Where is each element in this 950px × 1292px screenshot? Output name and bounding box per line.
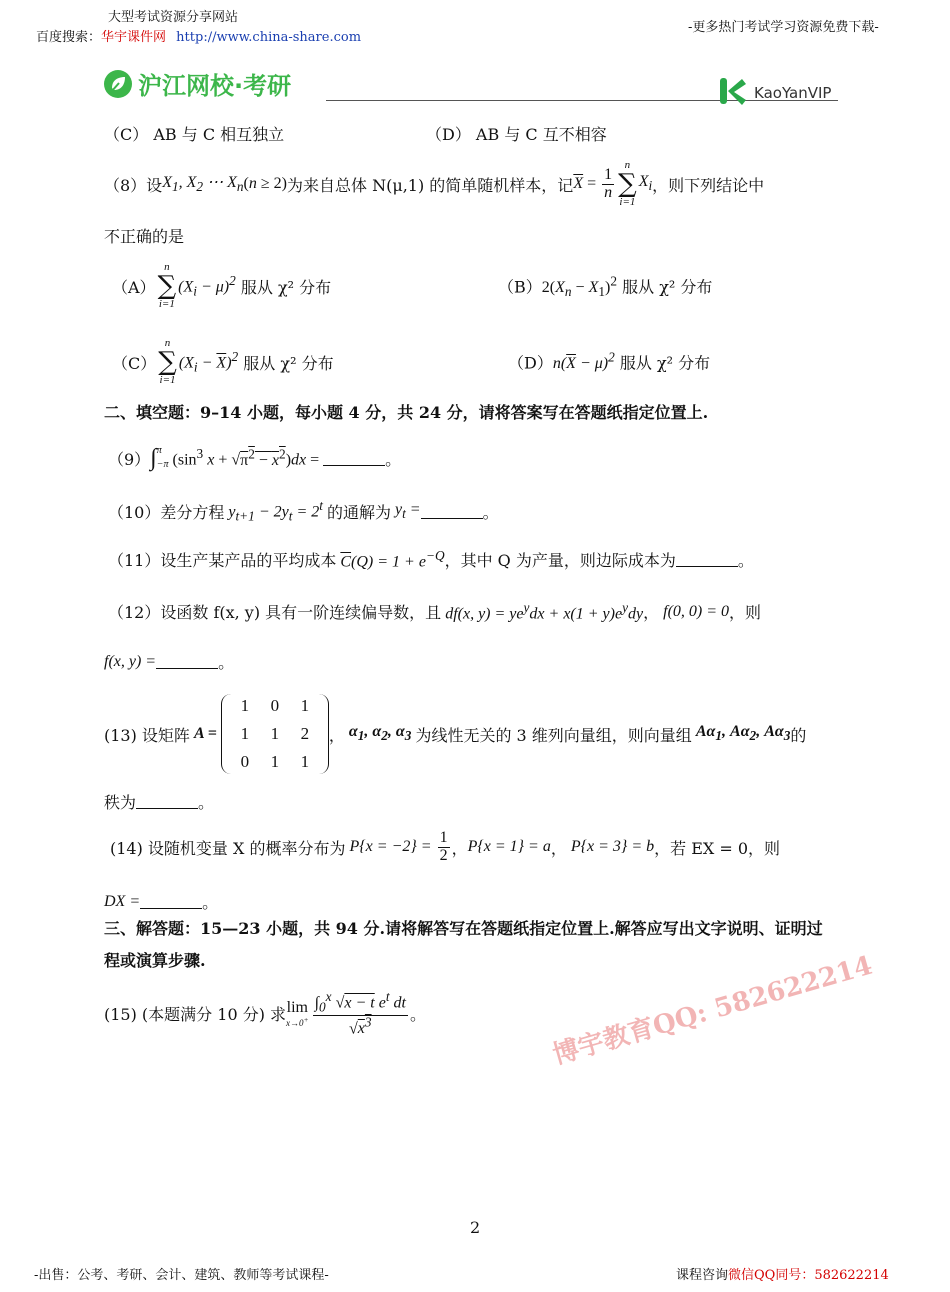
q8-lead: （8）设 — [104, 175, 163, 195]
matrix-cell: 1 — [300, 752, 310, 771]
q12-tail: ，则 — [729, 603, 762, 623]
q9-blank[interactable] — [323, 451, 385, 466]
q12-blank[interactable] — [156, 654, 218, 669]
k-icon — [718, 76, 748, 110]
q10: （10）差分方程 $y_{t+1} - 2y_t = 2^t$ 的通解为 $y_t$ = 。 — [108, 498, 499, 524]
header-right-text: -更多热门考试学习资源免费下载- — [688, 20, 879, 35]
q15-label: (15) (本题满分 10 分) 求 — [104, 1005, 287, 1025]
q7-option-d: （D） AB 与 C 互不相容 — [426, 125, 607, 144]
q13-matrix — [221, 694, 329, 774]
q13: (13) 设矩阵 A = 1 0 1 1 1 2 0 1 1 ， $\alpha_1$, $\alpha_2$, $\alpha_3$ 为线性无关的 3 维列向量组，则向量组 $A\alpha_1$, $A\alpha_2$, $A\alpha_3$ 的 — [104, 694, 806, 774]
q14-blank[interactable] — [140, 894, 202, 909]
q7-option-c: （C） AB 与 C 相互独立 — [104, 125, 285, 144]
q14-tail: ，若 EX = 0，则 — [654, 838, 781, 858]
footer-left: -出售：公考、考研、会计、建筑、教师等考试课程- — [34, 1268, 329, 1283]
q9: （9） ∫ π −π ($\sin^3$ $x + √\pi^2 - x^2)dx$ = 。 — [108, 444, 402, 471]
footer-right-prefix: 课程咨询 — [676, 1268, 729, 1283]
q10-label: （10）差分方程 — [108, 502, 225, 522]
matrix-cell: 2 — [300, 724, 310, 743]
q8-opt-d-text: 服从 χ² 分布 — [619, 353, 711, 373]
kaoyanvip-logo — [718, 76, 831, 110]
search-url[interactable]: http://www.china-share.com — [176, 30, 362, 45]
matrix-cell: 1 — [270, 724, 280, 743]
q8-mid: 为来自总体 N(μ,1) 的简单随机样本，记 — [286, 175, 574, 195]
section3-line1: 三、解答题：15—23 小题，共 94 分.请将解答写在答题纸指定位置上.解答应写出文字说明、证明过 — [104, 919, 823, 938]
leaf-icon — [104, 70, 132, 98]
matrix-cell: 0 — [270, 696, 280, 715]
q12-label: （12）设函数 f(x, y) 具有一阶连续偏导数，且 — [108, 603, 442, 623]
logo-left-text: 沪江网校·考研 — [138, 72, 292, 100]
q10-tail: 的通解为 — [326, 502, 391, 522]
section3-line2: 程或演算步骤. — [104, 951, 206, 970]
q13-label: (13) 设矩阵 — [104, 725, 190, 745]
q15: (15) (本题满分 10 分) 求 lim x→0+ $\frac{\int_0^x √x - t e^t dt}{√x^3}$ 。 — [104, 989, 426, 1037]
footer-right — [676, 1264, 889, 1283]
hujiang-logo — [104, 66, 291, 101]
q13-line2-text: 秩为 — [104, 793, 137, 812]
matrix-cell: 1 — [300, 696, 310, 715]
q11: （11）设生产某产品的平均成本 $\overline{C}(Q) = 1 + e^{-Q}$ ，其中 Q 为产量，则边际成本为 。 — [108, 548, 754, 571]
q8-option-a: （A） n ∑ i=1 $(X_i - \mu)^2$ 服从 χ² 分布 — [112, 261, 332, 310]
header-search — [36, 26, 361, 45]
q13-line2: 秩为 。 — [104, 790, 214, 813]
q11-blank[interactable] — [676, 552, 738, 567]
search-brand[interactable]: 华宇课件网 — [101, 30, 167, 45]
q9-label: （9） — [108, 449, 151, 469]
q8-line2: 不正确的是 — [104, 227, 185, 246]
q11-tail: ，其中 Q 为产量，则边际成本为 — [444, 551, 676, 571]
page-number: 2 — [470, 1218, 481, 1237]
q14: (14) 设随机变量 X 的概率分布为 P{x = −2} = $\frac{1}{2}$ ， P{x = 1} = a ， P{x = 3} = b ，若 EX = 0，则 — [110, 829, 781, 864]
q10-blank[interactable] — [421, 504, 483, 519]
q11-label: （11）设生产某产品的平均成本 — [108, 551, 337, 571]
matrix-cell: 1 — [240, 724, 250, 743]
matrix-cell: 1 — [270, 752, 280, 771]
q13-mid: 为线性无关的 3 维列向量组，则向量组 — [415, 725, 692, 745]
q12-line2: f(x, y) = 。 — [104, 652, 235, 672]
q8-opt-b-text: 服从 χ² 分布 — [622, 277, 713, 297]
q8-opt-c-text: 服从 χ² 分布 — [243, 353, 334, 373]
header-site-line: 大型考试资源分享网站 — [108, 10, 239, 25]
matrix-cell: 1 — [240, 696, 250, 715]
q12: （12）设函数 f(x, y) 具有一阶连续偏导数，且 df(x, $y) = ye^ydx + x(1 + y)e^ydy$ ， f(0, 0) = 0 ，则 — [108, 600, 762, 623]
logo-right-text: KaoYanVIP — [754, 84, 832, 102]
q8-tail: ，则下列结论中 — [652, 175, 765, 195]
q8-stem: （8）设 $X_1$, $X_2$ ⋯ $X_n$ (n ≥ 2) 为来自总体 N(μ,1) 的简单随机样本，记 $\overline{X}$ = $\frac{1}{n}$ n ∑ i=1 $X_i$ ，则下列结论中 — [104, 159, 765, 208]
q14-label: (14) 设随机变量 X 的概率分布为 — [110, 838, 346, 858]
q8-option-b: $(B)2(X_n - X_1)^2$ 服从 χ² 分布 — [498, 274, 713, 300]
q8-option-d: $(D)n(\overline{X} - \mu)^2$ 服从 χ² 分布 — [508, 350, 711, 373]
q13-tail: 的 — [790, 725, 807, 745]
q13-blank[interactable] — [136, 794, 198, 809]
q14-line2: DX = 。 — [104, 892, 219, 912]
watermark: 博宇教育QQ: 582622214 — [549, 950, 876, 1071]
footer-right-contact[interactable]: 微信QQ同号：582622214 — [728, 1268, 889, 1283]
matrix-cell: 0 — [240, 752, 250, 771]
q8-opt-a-text: 服从 χ² 分布 — [240, 277, 332, 297]
q8-option-c: （C） n ∑ i=1 $(X_i - \overline{X})^2$ 服从 χ² 分布 — [112, 337, 334, 386]
section2-title: 二、填空题：9–14 小题，每小题 4 分，共 24 分，请将答案写在答题纸指定位置上. — [104, 403, 709, 422]
search-prefix: 百度搜索： — [36, 30, 102, 45]
